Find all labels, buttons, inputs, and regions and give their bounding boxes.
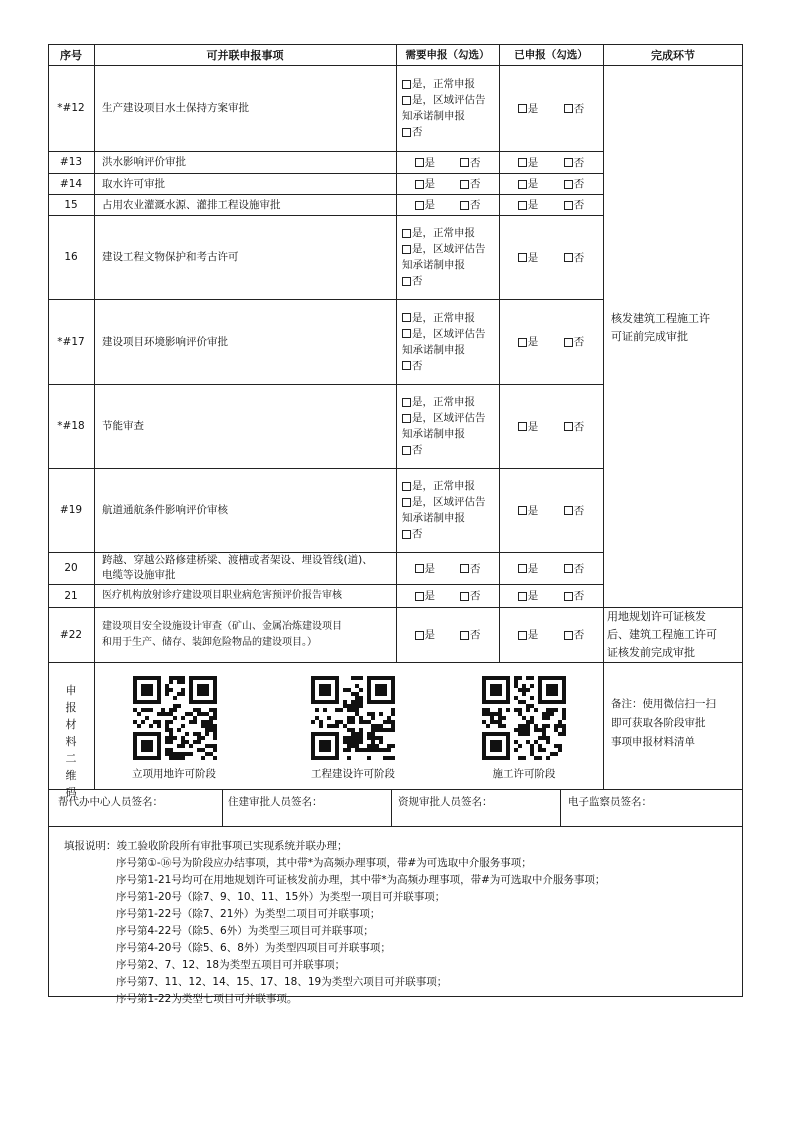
checkbox-icon[interactable]: [518, 338, 527, 347]
notes-line: 序号第①-⑯号为阶段应办结事项，其中带*为高频办理事项，带#为可选取中介服务事项；: [116, 857, 532, 869]
done-options: [499, 151, 603, 173]
sign-line-1: [222, 789, 223, 826]
checkbox-icon[interactable]: [402, 229, 411, 238]
qr-code-construction[interactable]: [311, 676, 395, 760]
need-no-option[interactable]: 否: [402, 124, 499, 140]
need-normal-option[interactable]: 是，正常申报: [402, 394, 499, 410]
done-no-option[interactable]: 否: [564, 197, 585, 212]
need-yes-option[interactable]: 是: [415, 627, 436, 642]
need-options: [396, 173, 499, 194]
need-no-option[interactable]: 否: [402, 442, 499, 458]
checkbox-icon[interactable]: [518, 422, 527, 431]
fill-instructions: [64, 838, 605, 1008]
checkbox-icon[interactable]: [564, 506, 573, 515]
qr-label-line: [94, 662, 95, 789]
row-name: 取水许可审批: [102, 177, 165, 190]
checkbox-icon[interactable]: [564, 104, 573, 113]
checkbox-icon[interactable]: [460, 201, 469, 210]
checkbox-icon[interactable]: [518, 253, 527, 262]
done-no-option[interactable]: 否: [564, 155, 585, 170]
checkbox-icon[interactable]: [564, 338, 573, 347]
done-yes-option[interactable]: 是: [518, 334, 539, 349]
need-no-option[interactable]: 否: [460, 561, 481, 576]
need-no-option[interactable]: 否: [460, 588, 481, 603]
done-options: [499, 299, 603, 384]
done-options: [499, 384, 603, 468]
checkbox-icon[interactable]: [415, 158, 424, 167]
checkbox-icon[interactable]: [415, 592, 424, 601]
done-yes-option[interactable]: 是: [518, 101, 539, 116]
checkbox-icon[interactable]: [564, 564, 573, 573]
checkbox-icon[interactable]: [402, 96, 411, 105]
checkbox-icon[interactable]: [460, 631, 469, 640]
notes-line: 序号第1-21号均可在用地规划许可证核发前办理，其中带*为高频办理事项，带#为可选取中介服务事项；: [116, 874, 606, 886]
notes-line: 填报说明：竣工验收阶段所有审批事项已实现系统并联办理；: [64, 840, 348, 852]
checkbox-icon[interactable]: [402, 482, 411, 491]
header-stage: 完成环节: [651, 48, 695, 62]
done-options: [499, 552, 603, 584]
checkbox-icon[interactable]: [402, 128, 411, 137]
done-yes-option[interactable]: 是: [518, 503, 539, 518]
checkbox-icon[interactable]: [518, 631, 527, 640]
done-options: [499, 468, 603, 552]
need-regional-option[interactable]: 是，区域评估告: [402, 410, 499, 426]
done-options: [499, 65, 603, 151]
header-done: 已申报（勾选）: [514, 49, 588, 61]
need-no-option[interactable]: 否: [460, 176, 481, 191]
done-yes-option[interactable]: 是: [518, 561, 539, 576]
checkbox-icon[interactable]: [518, 506, 527, 515]
done-yes-option[interactable]: 是: [518, 176, 539, 191]
row-name: 节能审查: [102, 420, 144, 432]
need-normal-option[interactable]: 是，正常申报: [402, 225, 499, 241]
signature-supervisor: 电子监察员签名：: [568, 796, 652, 808]
need-options: 是，正常申报 是，区域评估告 知承诺制申报 否: [396, 215, 499, 299]
notes-line: 序号第1-22号（除7、21外）为类型二项目可并联事项；: [116, 908, 381, 920]
row-no: *#18: [57, 420, 85, 432]
signature-planning: 资规审批人员签名：: [398, 796, 493, 808]
need-options: [396, 552, 499, 584]
done-yes-option[interactable]: 是: [518, 155, 539, 170]
checkbox-icon[interactable]: [415, 201, 424, 210]
checkbox-icon[interactable]: [518, 180, 527, 189]
need-no-option[interactable]: 否: [460, 155, 481, 170]
row-name: 生产建设项目水土保持方案审批: [102, 102, 249, 114]
done-no-option[interactable]: 否: [564, 334, 585, 349]
row-no: 21: [64, 589, 78, 602]
checkbox-icon[interactable]: [564, 201, 573, 210]
done-options: [499, 194, 603, 215]
row-name: 建设项目环境影响评价审批: [102, 335, 228, 348]
need-normal-option[interactable]: 是，正常申报: [402, 478, 499, 494]
need-options: [396, 151, 499, 173]
qr-bottom-line: [48, 789, 743, 790]
need-options: [396, 607, 499, 662]
row-line: [48, 662, 743, 663]
row-name: 建设工程文物保护和考古许可: [102, 251, 239, 263]
notes-line: 序号第1-20号（除7、9、10、11、15外）为类型一项目可并联事项；: [116, 891, 446, 903]
signature-housing: 住建审批人员签名：: [228, 796, 323, 808]
signature-proxy: 帮代办中心人员签名：: [58, 796, 163, 808]
checkbox-icon[interactable]: [402, 530, 411, 539]
checkbox-icon[interactable]: [564, 592, 573, 601]
checkbox-icon[interactable]: [518, 104, 527, 113]
checkbox-icon[interactable]: [460, 564, 469, 573]
checkbox-icon[interactable]: [402, 313, 411, 322]
checkbox-icon[interactable]: [564, 422, 573, 431]
qr-section-label: 申 报 材 料 二 维 码: [65, 684, 77, 799]
stage-cell-planning: 用地规划许可证核发 后、建筑工程施工许可 证核发前完成审批: [607, 609, 717, 659]
need-regional-option[interactable]: 是，区域评估告: [402, 92, 499, 108]
col-line-4: [603, 44, 604, 789]
done-yes-option[interactable]: 是: [518, 627, 539, 642]
done-no-option[interactable]: 否: [564, 176, 585, 191]
checkbox-icon[interactable]: [460, 180, 469, 189]
checkbox-icon[interactable]: [518, 158, 527, 167]
checkbox-icon[interactable]: [402, 446, 411, 455]
checkbox-icon[interactable]: [402, 498, 411, 507]
notes-line: 序号第4-20号（除5、6、8外）为类型四项目可并联事项；: [116, 942, 391, 954]
row-name: 建设项目安全设施设计审查（矿山、金属冶炼建设项目 和用于生产、储存、装卸危险物品的建设项目。）: [102, 621, 342, 648]
need-yes-option[interactable]: 是: [415, 561, 436, 576]
need-options: 是，正常申报 是，区域评估告 知承诺制申报 否: [396, 468, 499, 552]
row-no: #14: [59, 177, 83, 190]
notes-line: 序号第7、11、12、14、15、17、18、19为类型六项目可并联事项；: [116, 976, 448, 988]
row-no: *#17: [57, 335, 85, 348]
sign-line-2: [391, 789, 392, 826]
need-yes-option[interactable]: 是: [415, 588, 436, 603]
need-no-option[interactable]: 否: [402, 526, 499, 542]
qr-label: 工程建设许可阶段: [311, 768, 395, 780]
done-no-option[interactable]: 否: [564, 101, 585, 116]
row-no: 15: [64, 198, 78, 211]
need-options: 是，正常申报 是，区域评估告 知承诺制申报 否: [396, 384, 499, 468]
header-item: 可并联申报事项: [206, 48, 284, 62]
done-yes-option[interactable]: 是: [518, 250, 539, 265]
checkbox-icon[interactable]: [415, 564, 424, 573]
row-name: 航道通航条件影响评价审核: [102, 504, 228, 516]
checkbox-icon[interactable]: [518, 592, 527, 601]
done-no-option[interactable]: 否: [564, 503, 585, 518]
qr-label: 施工许可阶段: [492, 768, 556, 780]
checkbox-icon[interactable]: [460, 158, 469, 167]
done-options: [499, 584, 603, 607]
qr-label: 立项用地许可阶段: [132, 768, 216, 780]
notes-line: 序号第1-22为类型七项目可并联事项。: [116, 993, 298, 1005]
need-regional-option[interactable]: 是，区域评估告: [402, 326, 499, 342]
checkbox-icon[interactable]: [518, 564, 527, 573]
need-normal-option[interactable]: 是，正常申报: [402, 76, 499, 92]
done-no-option[interactable]: 否: [564, 588, 585, 603]
row-no: #22: [59, 628, 83, 641]
done-yes-option[interactable]: 是: [518, 197, 539, 212]
qr-remark: 备注：使用微信扫一扫 即可获取各阶段审批 事项申报材料清单: [611, 698, 716, 748]
row-name: 洪水影响评价审批: [102, 156, 186, 168]
stage-cell-permit: 核发建筑工程施工许 可证前完成审批: [611, 312, 710, 343]
need-options: 是，正常申报 是，区域评估告 知承诺制申报 否: [396, 65, 499, 151]
checkbox-icon[interactable]: [402, 329, 411, 338]
qr-code-build-permit[interactable]: [482, 676, 566, 760]
need-no-option[interactable]: 否: [402, 358, 499, 374]
done-yes-option[interactable]: 是: [518, 419, 539, 434]
checkbox-icon[interactable]: [415, 631, 424, 640]
checkbox-icon[interactable]: [518, 201, 527, 210]
row-no: *#12: [57, 102, 85, 114]
done-no-option[interactable]: 否: [564, 250, 585, 265]
need-options: [396, 584, 499, 607]
row-no: 16: [64, 251, 78, 263]
checkbox-icon[interactable]: [564, 158, 573, 167]
row-name: 占用农业灌溉水源、灌排工程设施审批: [102, 198, 281, 211]
need-regional-option[interactable]: 是，区域评估告: [402, 494, 499, 510]
row-no: 20: [64, 562, 78, 574]
qr-code-land-use[interactable]: [133, 676, 217, 760]
done-options: [499, 607, 603, 662]
done-no-option[interactable]: 否: [564, 627, 585, 642]
done-no-option[interactable]: 否: [564, 419, 585, 434]
checkbox-icon[interactable]: [402, 398, 411, 407]
checkbox-icon[interactable]: [415, 180, 424, 189]
need-options: 是，正常申报 是，区域评估告 知承诺制申报 否: [396, 299, 499, 384]
row-name: 医疗机构放射诊疗建设项目职业病危害预评价报告审核: [102, 589, 342, 601]
notes-title: 填报说明：: [64, 840, 117, 852]
header-no: 序号: [60, 48, 82, 62]
need-options: [396, 194, 499, 215]
sign-line-3: [560, 789, 561, 826]
checkbox-icon[interactable]: [564, 180, 573, 189]
notes-line: 序号第2、7、12、18为类型五项目可并联事项；: [116, 959, 346, 971]
checkbox-icon[interactable]: [402, 414, 411, 423]
need-no-option[interactable]: 否: [402, 273, 499, 289]
done-options: [499, 215, 603, 299]
sign-bottom-line: [48, 826, 743, 827]
checkbox-icon[interactable]: [402, 277, 411, 286]
row-name: 跨越、穿越公路修建桥梁、渡槽或者架设、埋设管线(道)、 电缆等设施审批: [102, 554, 373, 581]
checkbox-icon[interactable]: [564, 631, 573, 640]
row-no: #19: [59, 504, 83, 516]
header-need: 需要申报（勾选）: [405, 49, 490, 61]
done-no-option[interactable]: 否: [564, 561, 585, 576]
need-yes-option[interactable]: 是: [415, 197, 436, 212]
need-normal-option[interactable]: 是，正常申报: [402, 310, 499, 326]
notes-line: 序号第4-22号（除5、6外）为类型三项目可并联事项；: [116, 925, 374, 937]
checkbox-icon[interactable]: [402, 245, 411, 254]
row-no: #13: [59, 156, 83, 168]
checkbox-icon[interactable]: [460, 592, 469, 601]
need-no-option[interactable]: 否: [460, 627, 481, 642]
need-regional-option[interactable]: 是，区域评估告: [402, 241, 499, 257]
checkbox-icon[interactable]: [402, 80, 411, 89]
need-yes-option[interactable]: 是: [415, 176, 436, 191]
need-yes-option[interactable]: 是: [415, 155, 436, 170]
done-options: [499, 173, 603, 194]
checkbox-icon[interactable]: [564, 253, 573, 262]
need-no-option[interactable]: 否: [460, 197, 481, 212]
done-yes-option[interactable]: 是: [518, 588, 539, 603]
checkbox-icon[interactable]: [402, 361, 411, 370]
